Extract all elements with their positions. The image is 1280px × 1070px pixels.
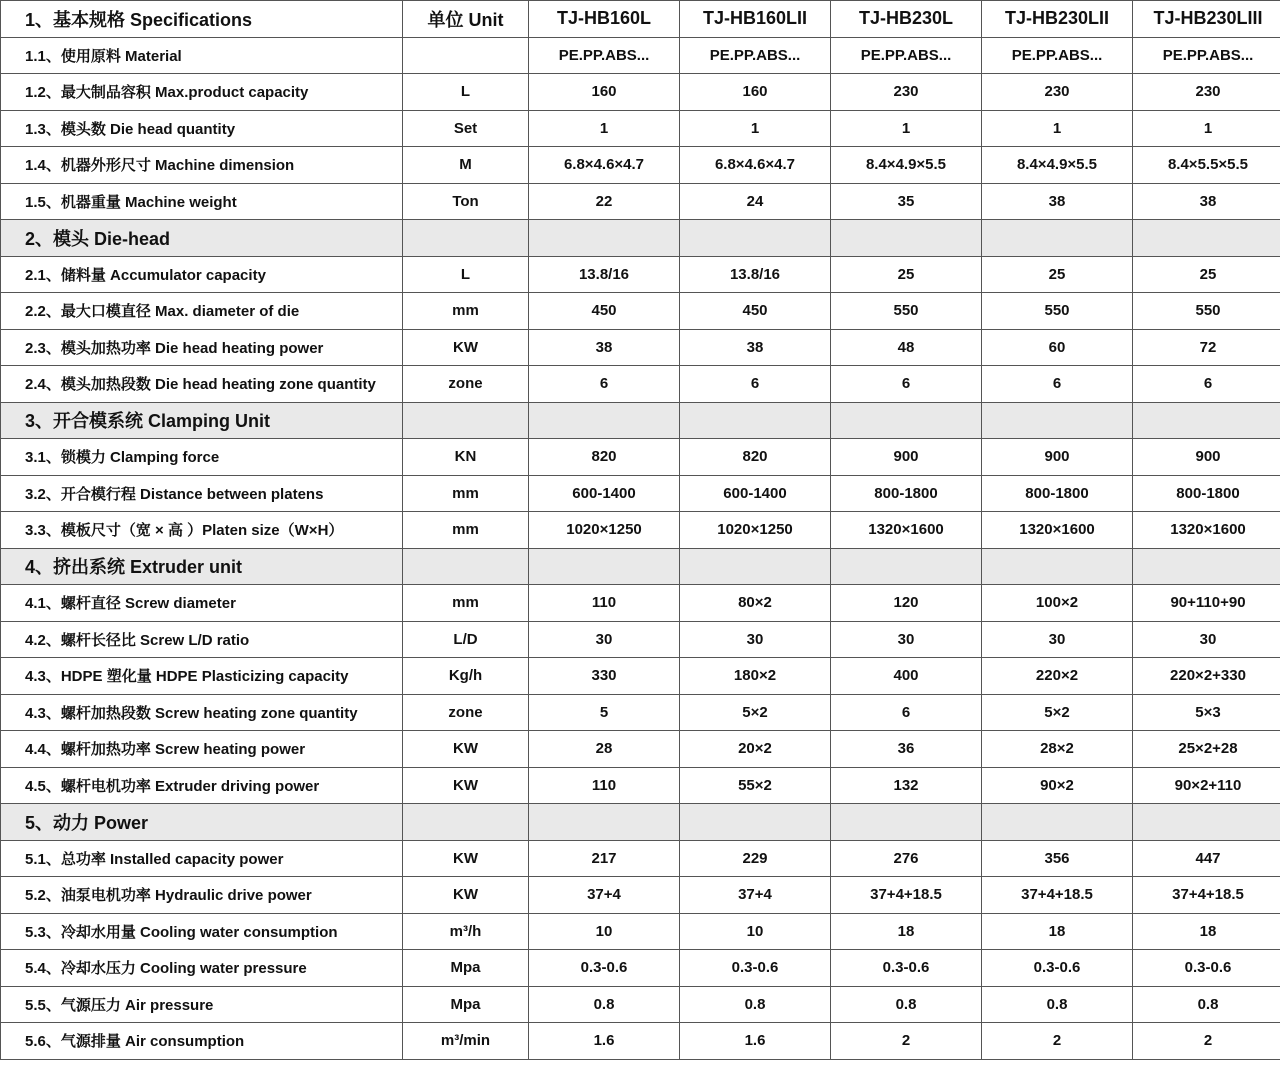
table-row — [1, 366, 1280, 403]
row-label: 5.5、气源压力 Air pressure — [1, 986, 403, 1023]
value-cell: 550 — [982, 293, 1133, 330]
value-cell: 30 — [1133, 621, 1280, 658]
table-title: 1、基本规格 Specifications — [1, 1, 403, 38]
empty-cell — [403, 402, 529, 439]
value-cell: 24 — [680, 183, 831, 220]
row-label: 3.3、模板尺寸（宽 × 高 ）Platen size（W×H） — [1, 512, 403, 549]
value-cell: 1020×1250 — [529, 512, 680, 549]
row-label: 1.2、最大制品容积 Max.product capacity — [1, 74, 403, 111]
value-cell: 600-1400 — [680, 475, 831, 512]
value-cell: 132 — [831, 767, 982, 804]
value-cell: 48 — [831, 329, 982, 366]
unit-header: 单位 Unit — [403, 1, 529, 38]
value-cell: 0.8 — [1133, 986, 1280, 1023]
value-cell: 30 — [680, 621, 831, 658]
value-cell: 90×2+110 — [1133, 767, 1280, 804]
table-row — [1, 694, 1280, 731]
table-row — [1, 110, 1280, 147]
row-unit: zone — [403, 694, 529, 731]
row-unit — [403, 37, 529, 74]
row-label: 2.1、储料量 Accumulator capacity — [1, 256, 403, 293]
header-row — [1, 1, 1280, 38]
empty-cell — [680, 402, 831, 439]
row-unit: m³/min — [403, 1023, 529, 1060]
value-cell: 37+4+18.5 — [982, 877, 1133, 914]
value-cell: 30 — [982, 621, 1133, 658]
value-cell: 0.3-0.6 — [680, 950, 831, 987]
value-cell: 800-1800 — [831, 475, 982, 512]
value-cell: 120 — [831, 585, 982, 622]
table-row — [1, 183, 1280, 220]
empty-cell — [1133, 548, 1280, 585]
value-cell: 30 — [529, 621, 680, 658]
row-label: 2.4、模头加热段数 Die head heating zone quantity — [1, 366, 403, 403]
value-cell: 37+4 — [680, 877, 831, 914]
value-cell: 160 — [529, 74, 680, 111]
row-label: 5.1、总功率 Installed capacity power — [1, 840, 403, 877]
empty-cell — [831, 220, 982, 257]
table-row — [1, 74, 1280, 111]
table-row — [1, 329, 1280, 366]
value-cell: 217 — [529, 840, 680, 877]
value-cell: 0.3-0.6 — [529, 950, 680, 987]
value-cell: 25 — [1133, 256, 1280, 293]
value-cell: 550 — [831, 293, 982, 330]
value-cell: 2 — [982, 1023, 1133, 1060]
value-cell: 38 — [1133, 183, 1280, 220]
value-cell: 0.3-0.6 — [1133, 950, 1280, 987]
row-label: 5.6、气源排量 Air consumption — [1, 1023, 403, 1060]
row-unit: m³/h — [403, 913, 529, 950]
value-cell: 6 — [680, 366, 831, 403]
value-cell: 18 — [831, 913, 982, 950]
row-label: 3.2、开合模行程 Distance between platens — [1, 475, 403, 512]
value-cell: 230 — [1133, 74, 1280, 111]
section-title: 3、开合模系统 Clamping Unit — [1, 402, 403, 439]
value-cell: 0.8 — [982, 986, 1133, 1023]
empty-cell — [680, 220, 831, 257]
value-cell: 820 — [529, 439, 680, 476]
value-cell: 80×2 — [680, 585, 831, 622]
section-row — [1, 804, 1280, 841]
empty-cell — [982, 804, 1133, 841]
value-cell: 38 — [529, 329, 680, 366]
row-unit: mm — [403, 293, 529, 330]
value-cell: 1.6 — [529, 1023, 680, 1060]
model-header: TJ-HB230L — [831, 1, 982, 38]
row-unit: L — [403, 256, 529, 293]
row-unit: Mpa — [403, 950, 529, 987]
row-unit: KW — [403, 329, 529, 366]
row-label: 4.1、螺杆直径 Screw diameter — [1, 585, 403, 622]
section-row — [1, 220, 1280, 257]
table-row — [1, 840, 1280, 877]
table-row — [1, 512, 1280, 549]
table-row — [1, 658, 1280, 695]
row-label: 3.1、锁模力 Clamping force — [1, 439, 403, 476]
value-cell: 10 — [680, 913, 831, 950]
empty-cell — [403, 220, 529, 257]
value-cell: 36 — [831, 731, 982, 768]
table-row — [1, 37, 1280, 74]
value-cell: 900 — [982, 439, 1133, 476]
empty-cell — [982, 402, 1133, 439]
model-header: TJ-HB230LII — [982, 1, 1133, 38]
value-cell: 1 — [982, 110, 1133, 147]
value-cell: 8.4×4.9×5.5 — [831, 147, 982, 184]
empty-cell — [529, 804, 680, 841]
value-cell: 28×2 — [982, 731, 1133, 768]
value-cell: 1320×1600 — [831, 512, 982, 549]
value-cell: 800-1800 — [982, 475, 1133, 512]
table-row — [1, 767, 1280, 804]
value-cell: 0.8 — [529, 986, 680, 1023]
row-label: 5.4、冷却水压力 Cooling water pressure — [1, 950, 403, 987]
row-label: 5.2、油泵电机功率 Hydraulic drive power — [1, 877, 403, 914]
row-unit: mm — [403, 475, 529, 512]
value-cell: 110 — [529, 585, 680, 622]
value-cell: PE.PP.ABS... — [982, 37, 1133, 74]
value-cell: 1320×1600 — [982, 512, 1133, 549]
value-cell: 220×2+330 — [1133, 658, 1280, 695]
value-cell: 447 — [1133, 840, 1280, 877]
value-cell: 5×2 — [680, 694, 831, 731]
value-cell: 180×2 — [680, 658, 831, 695]
table-row — [1, 256, 1280, 293]
value-cell: 5 — [529, 694, 680, 731]
value-cell: 100×2 — [982, 585, 1133, 622]
value-cell: PE.PP.ABS... — [1133, 37, 1280, 74]
row-label: 2.3、模头加热功率 Die head heating power — [1, 329, 403, 366]
value-cell: 160 — [680, 74, 831, 111]
row-unit: Kg/h — [403, 658, 529, 695]
row-unit: M — [403, 147, 529, 184]
section-title: 5、动力 Power — [1, 804, 403, 841]
row-unit: KW — [403, 877, 529, 914]
row-label: 4.2、螺杆长径比 Screw L/D ratio — [1, 621, 403, 658]
table-row — [1, 475, 1280, 512]
value-cell: 1320×1600 — [1133, 512, 1280, 549]
table-row — [1, 293, 1280, 330]
model-header: TJ-HB160LII — [680, 1, 831, 38]
value-cell: 6 — [529, 366, 680, 403]
table-row — [1, 913, 1280, 950]
row-unit: zone — [403, 366, 529, 403]
value-cell: 1 — [680, 110, 831, 147]
row-unit: Set — [403, 110, 529, 147]
table-body — [1, 37, 1280, 1059]
table-row — [1, 439, 1280, 476]
value-cell: 37+4+18.5 — [1133, 877, 1280, 914]
section-row — [1, 548, 1280, 585]
empty-cell — [831, 402, 982, 439]
value-cell: 90+110+90 — [1133, 585, 1280, 622]
value-cell: 1 — [831, 110, 982, 147]
empty-cell — [831, 804, 982, 841]
table-row — [1, 877, 1280, 914]
value-cell: 6.8×4.6×4.7 — [529, 147, 680, 184]
row-label: 4.3、螺杆加热段数 Screw heating zone quantity — [1, 694, 403, 731]
row-unit: KW — [403, 767, 529, 804]
value-cell: 90×2 — [982, 767, 1133, 804]
value-cell: 13.8/16 — [680, 256, 831, 293]
value-cell: 37+4+18.5 — [831, 877, 982, 914]
row-label: 2.2、最大口模直径 Max. diameter of die — [1, 293, 403, 330]
value-cell: 38 — [982, 183, 1133, 220]
row-unit: mm — [403, 585, 529, 622]
value-cell: 25 — [831, 256, 982, 293]
value-cell: PE.PP.ABS... — [529, 37, 680, 74]
value-cell: 2 — [831, 1023, 982, 1060]
empty-cell — [982, 220, 1133, 257]
value-cell: 550 — [1133, 293, 1280, 330]
value-cell: 37+4 — [529, 877, 680, 914]
value-cell: 18 — [982, 913, 1133, 950]
table-row — [1, 1023, 1280, 1060]
row-label: 1.5、机器重量 Machine weight — [1, 183, 403, 220]
table-row — [1, 147, 1280, 184]
value-cell: 0.3-0.6 — [831, 950, 982, 987]
value-cell: 0.3-0.6 — [982, 950, 1133, 987]
row-unit: Mpa — [403, 986, 529, 1023]
value-cell: 230 — [831, 74, 982, 111]
row-unit: L — [403, 74, 529, 111]
value-cell: 800-1800 — [1133, 475, 1280, 512]
value-cell: 450 — [529, 293, 680, 330]
section-title: 2、模头 Die-head — [1, 220, 403, 257]
table-row — [1, 986, 1280, 1023]
empty-cell — [680, 548, 831, 585]
empty-cell — [680, 804, 831, 841]
empty-cell — [529, 220, 680, 257]
row-label: 4.3、HDPE 塑化量 HDPE Plasticizing capacity — [1, 658, 403, 695]
row-unit: KW — [403, 731, 529, 768]
value-cell: 900 — [1133, 439, 1280, 476]
value-cell: 356 — [982, 840, 1133, 877]
model-header: TJ-HB230LIII — [1133, 1, 1280, 38]
value-cell: 0.8 — [831, 986, 982, 1023]
value-cell: 1020×1250 — [680, 512, 831, 549]
empty-cell — [1133, 220, 1280, 257]
value-cell: 8.4×4.9×5.5 — [982, 147, 1133, 184]
value-cell: 72 — [1133, 329, 1280, 366]
value-cell: 18 — [1133, 913, 1280, 950]
value-cell: 10 — [529, 913, 680, 950]
value-cell: 60 — [982, 329, 1133, 366]
value-cell: 450 — [680, 293, 831, 330]
value-cell: 30 — [831, 621, 982, 658]
value-cell: 230 — [982, 74, 1133, 111]
row-unit: KW — [403, 840, 529, 877]
value-cell: 820 — [680, 439, 831, 476]
value-cell: PE.PP.ABS... — [831, 37, 982, 74]
row-unit: KN — [403, 439, 529, 476]
table-row — [1, 585, 1280, 622]
table-row — [1, 950, 1280, 987]
row-label: 1.4、机器外形尺寸 Machine dimension — [1, 147, 403, 184]
row-unit: Ton — [403, 183, 529, 220]
value-cell: 13.8/16 — [529, 256, 680, 293]
value-cell: PE.PP.ABS... — [680, 37, 831, 74]
value-cell: 5×3 — [1133, 694, 1280, 731]
empty-cell — [529, 548, 680, 585]
row-unit: mm — [403, 512, 529, 549]
empty-cell — [1133, 804, 1280, 841]
value-cell: 38 — [680, 329, 831, 366]
empty-cell — [403, 548, 529, 585]
value-cell: 330 — [529, 658, 680, 695]
row-label: 1.1、使用原料 Material — [1, 37, 403, 74]
value-cell: 8.4×5.5×5.5 — [1133, 147, 1280, 184]
empty-cell — [982, 548, 1133, 585]
row-label: 4.4、螺杆加热功率 Screw heating power — [1, 731, 403, 768]
value-cell: 229 — [680, 840, 831, 877]
row-label: 4.5、螺杆电机功率 Extruder driving power — [1, 767, 403, 804]
table-row — [1, 731, 1280, 768]
empty-cell — [831, 548, 982, 585]
value-cell: 5×2 — [982, 694, 1133, 731]
value-cell: 22 — [529, 183, 680, 220]
table-row — [1, 621, 1280, 658]
empty-cell — [529, 402, 680, 439]
value-cell: 400 — [831, 658, 982, 695]
section-title: 4、挤出系统 Extruder unit — [1, 548, 403, 585]
value-cell: 1.6 — [680, 1023, 831, 1060]
value-cell: 6.8×4.6×4.7 — [680, 147, 831, 184]
value-cell: 55×2 — [680, 767, 831, 804]
row-label: 1.3、模头数 Die head quantity — [1, 110, 403, 147]
value-cell: 1 — [529, 110, 680, 147]
value-cell: 25 — [982, 256, 1133, 293]
value-cell: 20×2 — [680, 731, 831, 768]
empty-cell — [1133, 402, 1280, 439]
value-cell: 600-1400 — [529, 475, 680, 512]
empty-cell — [403, 804, 529, 841]
value-cell: 0.8 — [680, 986, 831, 1023]
value-cell: 1 — [1133, 110, 1280, 147]
value-cell: 35 — [831, 183, 982, 220]
value-cell: 6 — [982, 366, 1133, 403]
value-cell: 6 — [1133, 366, 1280, 403]
model-header: TJ-HB160L — [529, 1, 680, 38]
value-cell: 110 — [529, 767, 680, 804]
row-label: 5.3、冷却水用量 Cooling water consumption — [1, 913, 403, 950]
value-cell: 2 — [1133, 1023, 1280, 1060]
value-cell: 25×2+28 — [1133, 731, 1280, 768]
section-row — [1, 402, 1280, 439]
value-cell: 28 — [529, 731, 680, 768]
value-cell: 6 — [831, 694, 982, 731]
value-cell: 276 — [831, 840, 982, 877]
value-cell: 6 — [831, 366, 982, 403]
value-cell: 220×2 — [982, 658, 1133, 695]
value-cell: 900 — [831, 439, 982, 476]
row-unit: L/D — [403, 621, 529, 658]
